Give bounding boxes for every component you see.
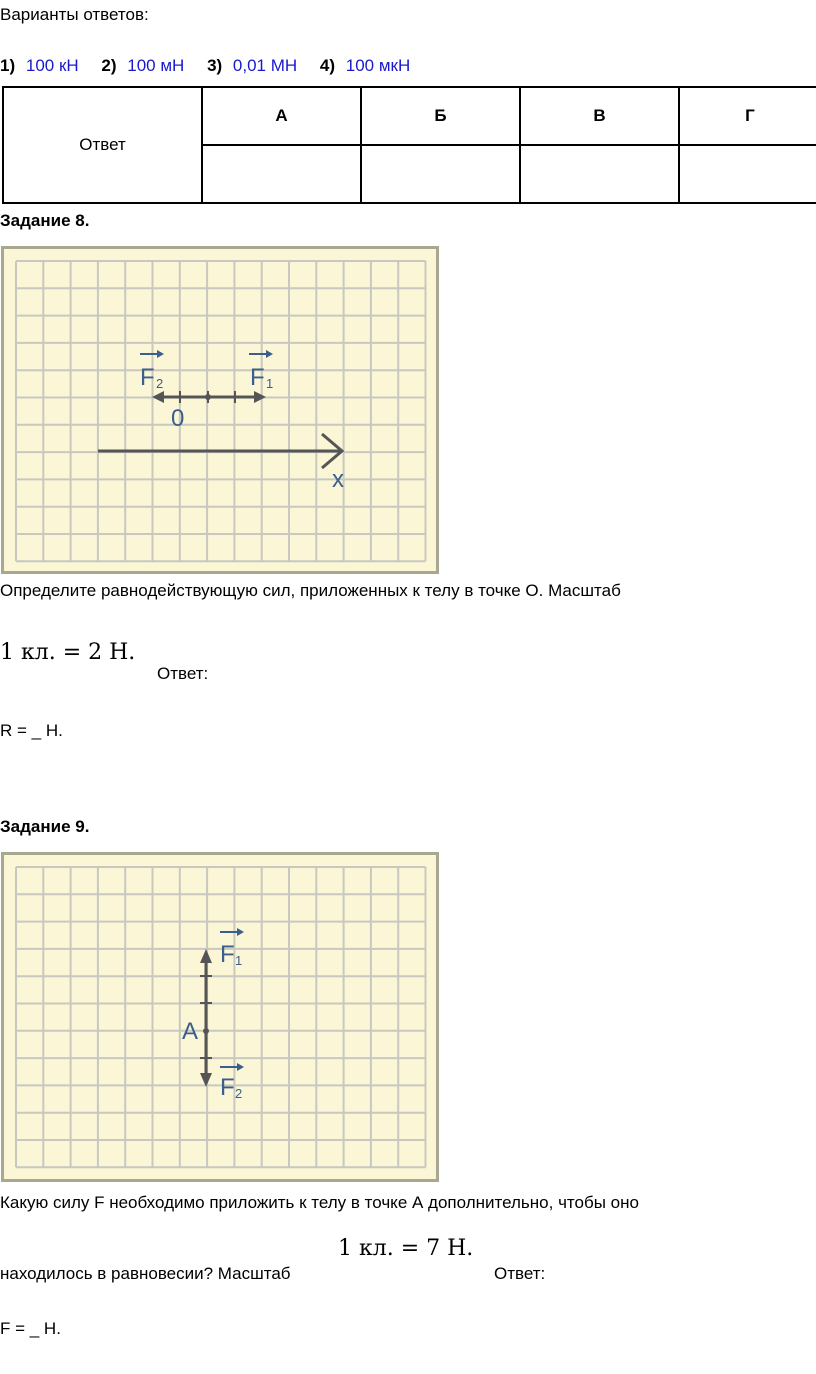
f1-label: F xyxy=(250,364,265,391)
task9-title: Задание 9. xyxy=(0,817,90,836)
task8-scale: 1 кл. = 2 Н. xyxy=(0,640,136,665)
f1-subscript: 1 xyxy=(266,376,274,391)
task8-title: Задание 8. xyxy=(0,211,90,230)
answer-col-a: А xyxy=(202,87,361,145)
f2-label: F xyxy=(220,1074,235,1101)
option-3-number: 3) xyxy=(207,56,223,75)
answer-col-g: Г xyxy=(679,87,816,145)
option-1-number: 1) xyxy=(0,56,16,75)
answer-cell-g[interactable] xyxy=(679,145,816,203)
f1-arrowhead xyxy=(254,391,266,403)
task9-scale: 1 кл. = 7 Н. xyxy=(338,1236,474,1261)
task9-figure xyxy=(1,852,439,1182)
f1-vector-bar-head xyxy=(266,350,273,358)
answer-cell-a[interactable] xyxy=(202,145,361,203)
task9-answer-label: Ответ: xyxy=(494,1264,546,1283)
option-4-value: 100 мкН xyxy=(345,56,411,75)
f2-label: F xyxy=(140,364,155,391)
f1-vector-bar-head xyxy=(237,928,244,936)
f1-arrowhead xyxy=(200,949,212,963)
task9-question-line1: Какую силу F необходимо приложить к телу в точке А дополнительно, чтобы оно xyxy=(0,1193,639,1212)
answer-col-v: В xyxy=(520,87,679,145)
f1-subscript: 1 xyxy=(235,953,243,968)
task8-grid-svg xyxy=(4,249,436,571)
task8-figure xyxy=(1,246,439,574)
task9-answer-line: F = _ Н. xyxy=(0,1319,61,1338)
option-1-value: 100 кН xyxy=(25,56,79,75)
answer-table xyxy=(2,86,816,204)
task8-grid xyxy=(16,261,426,561)
point-a xyxy=(203,1028,209,1034)
option-2-value: 100 мН xyxy=(127,56,185,75)
answer-cell-b[interactable] xyxy=(361,145,520,203)
option-3-value: 0,01 МН xyxy=(232,56,298,75)
task9-question-line2: находилось в равновесии? Масштаб xyxy=(0,1264,291,1283)
task8-answer-label: Ответ: xyxy=(157,664,209,683)
answer-col-b: Б xyxy=(361,87,520,145)
f2-vector-bar-head xyxy=(237,1063,244,1071)
x-axis-label: x xyxy=(332,466,344,493)
origin-label: 0 xyxy=(171,405,185,432)
task8-question: Определите равнодействующую сил, приложенных к телу в точке O. Масштаб xyxy=(0,581,621,600)
f2-vector-bar-head xyxy=(157,350,164,358)
f2-subscript: 2 xyxy=(156,376,164,391)
options-heading: Варианты ответов: xyxy=(0,5,149,24)
task9-grid-svg xyxy=(4,855,436,1179)
answer-cell-v[interactable] xyxy=(520,145,679,203)
point-o xyxy=(205,394,211,400)
point-a-label: A xyxy=(182,1018,199,1045)
option-4-number: 4) xyxy=(319,56,336,75)
f1-label: F xyxy=(220,941,235,968)
task8-answer-line: R = _ Н. xyxy=(0,721,63,740)
answer-row-label: Ответ xyxy=(3,87,202,203)
f2-subscript: 2 xyxy=(235,1086,243,1101)
task9-grid xyxy=(16,867,426,1167)
f2-arrowhead xyxy=(152,391,164,403)
options-list xyxy=(0,56,410,76)
option-2-number: 2) xyxy=(101,56,117,75)
